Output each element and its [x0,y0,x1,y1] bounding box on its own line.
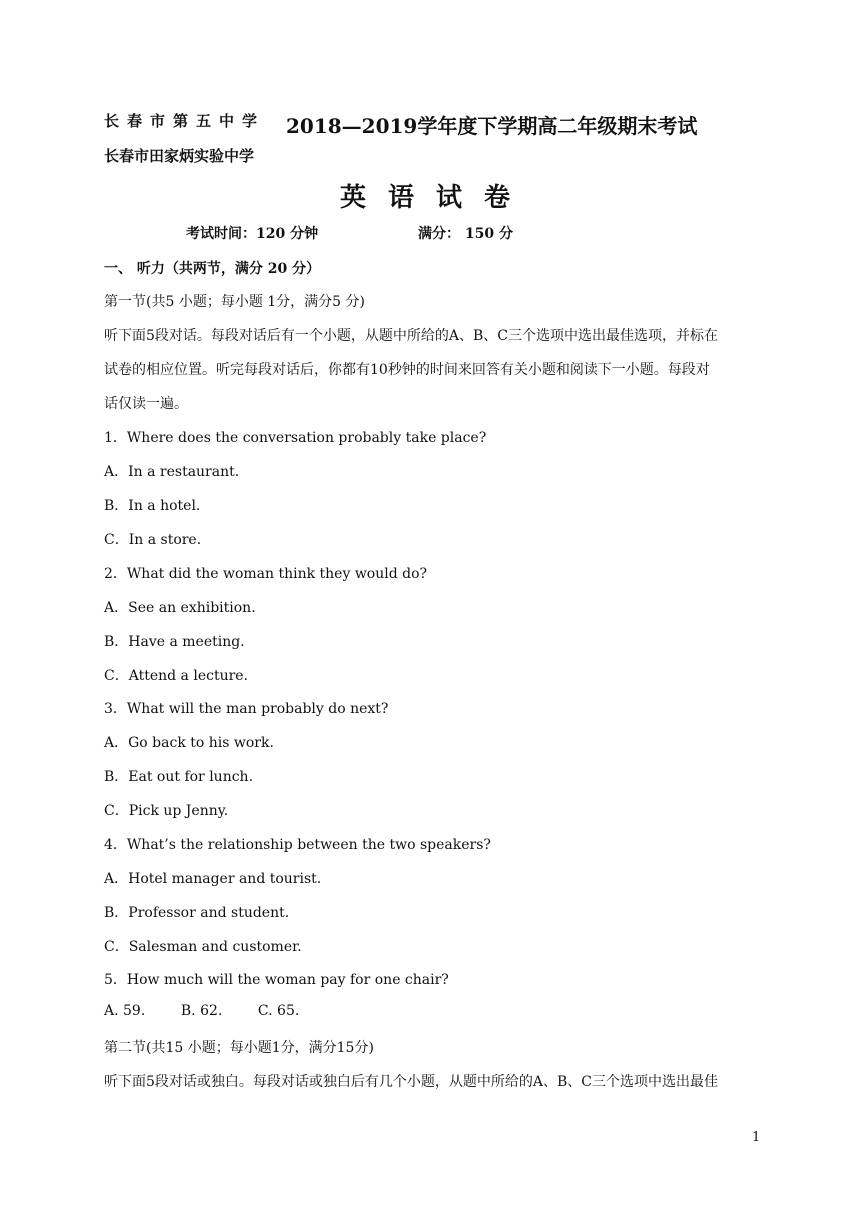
option-line: A．In a restaurant. [104,464,240,480]
option-line: A. 59. B. 62. C. 65. [104,1003,300,1019]
question-line: 1．Where does the conversation probably take place? [104,430,487,446]
question-line: 3．What will the man probably do next? [104,701,389,717]
option-line: A．See an exhibition. [104,600,256,616]
question-line: 5．How much will the woman pay for one chair? [104,972,449,988]
option-line: B．Eat out for lunch. [104,769,254,785]
option-line: C．In a store. [104,532,202,548]
part1-instruction-line: 试卷的相应位置。听完每段对话后，你都有10秒钟的时间来回答有关小题和阅读下一小题。每段对 [104,362,710,378]
option-line: A．Go back to his work. [104,735,274,751]
subject-title: 英语试卷 [340,183,533,213]
option-line: B．Professor and student. [104,905,290,921]
exam-time: 考试时间：120 分钟 [186,226,319,242]
option-line: C．Pick up Jenny. [104,803,229,819]
part2-instruction-line: 听下面5段对话或独白。每段对话或独白后有几个小题，从题中所给的A、B、C三个选项中选出最佳 [104,1074,719,1090]
part1-instruction-line: 听下面5段对话。每段对话后有一个小题，从题中所给的A、B、C三个选项中选出最佳选项，并标在 [104,328,719,344]
option-line: C．Attend a lecture. [104,668,249,684]
part1-title: 第一节(共5 小题；每小题 1分，满分5 分) [104,294,365,310]
school-name-1: 长春市第五中学 [104,112,266,130]
option-line: A．Hotel manager and tourist. [104,871,322,887]
exam-score: 满分： 150 分 [418,226,513,242]
page-number: 1 [752,1130,761,1145]
section-heading: 一、 听力（共两节，满分 20 分） [104,261,321,277]
part1-instruction-line: 话仅读一遍。 [104,396,188,412]
option-line: B．In a hotel. [104,498,201,514]
part2-title: 第二节(共15 小题；每小题1分，满分15分) [104,1040,374,1056]
option-line: B．Have a meeting. [104,634,245,650]
school-name-2: 长春市田家炳实验中学 [104,147,255,165]
exam-title: 2018—2019学年度下学期高二年级期末考试 [286,114,698,138]
option-line: C．Salesman and customer. [104,939,302,955]
question-line: 2．What did the woman think they would do? [104,566,428,582]
question-line: 4．What’s the relationship between the two speakers? [104,837,491,853]
